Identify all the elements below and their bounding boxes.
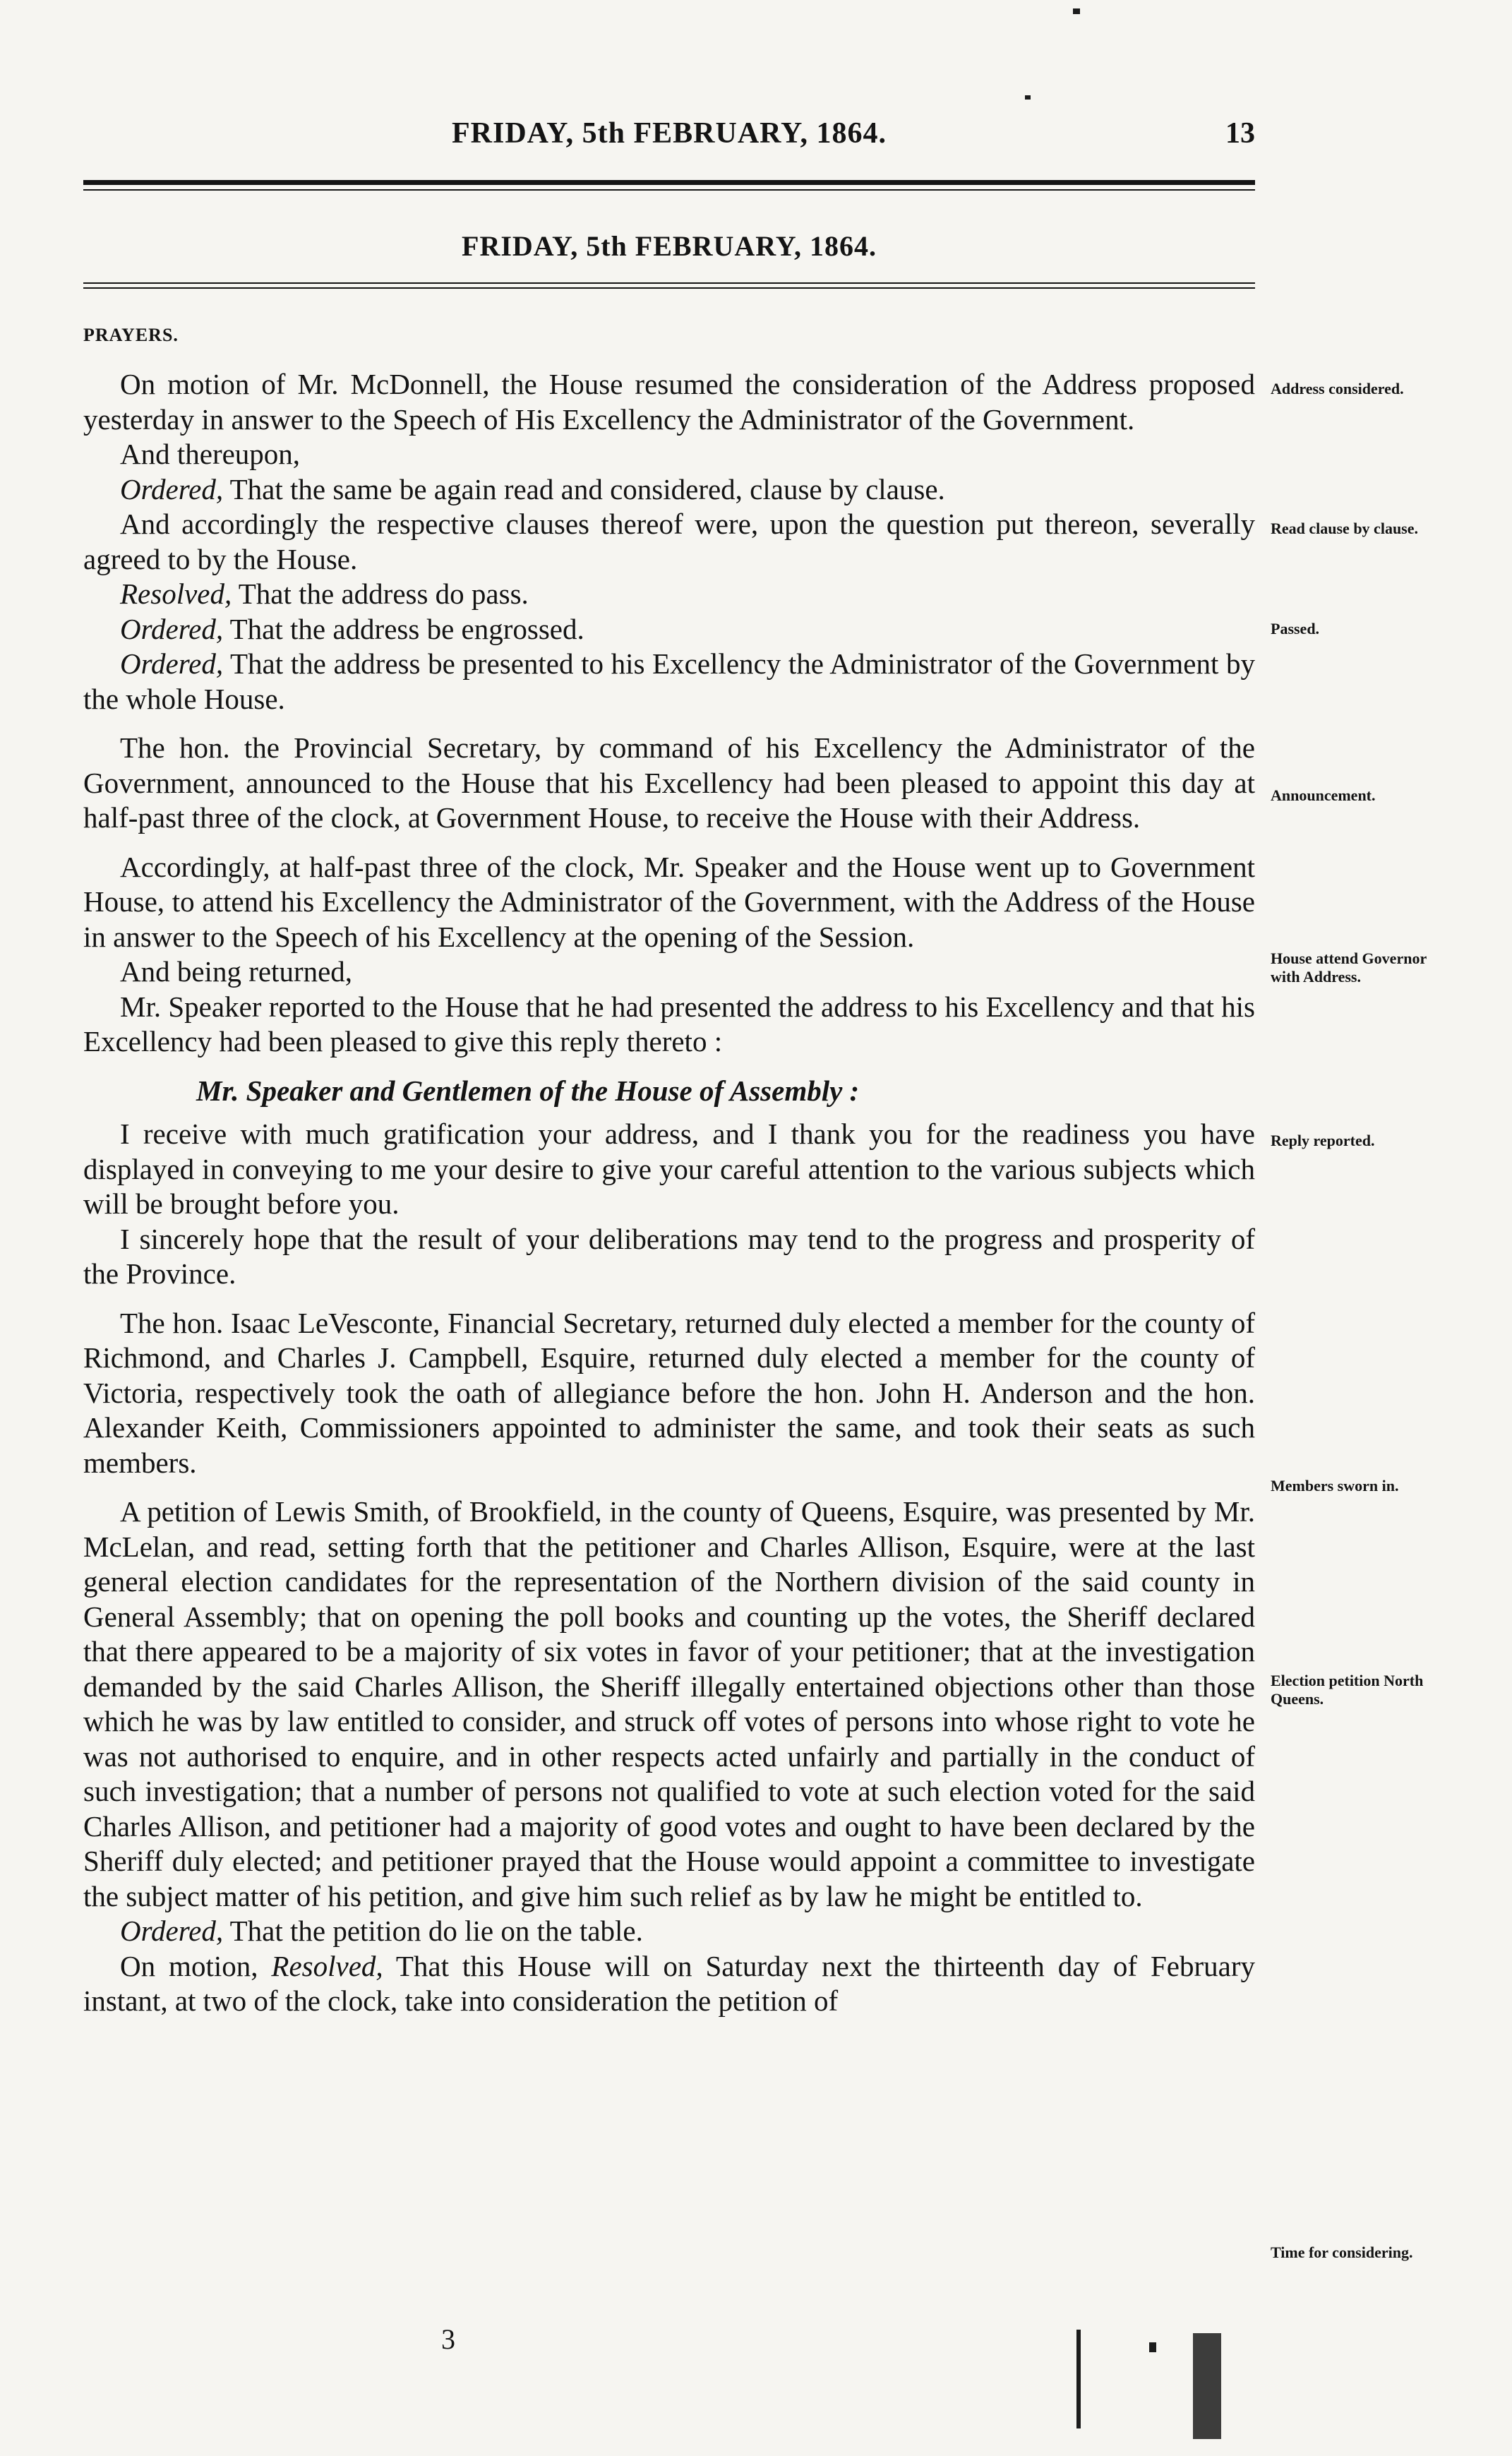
paragraph-address-resumed: On motion of Mr. McDonnell, the House resumed the consideration of the Address proposed yesterday in answer to the Speech of His Excellency the Administrator of the Government.: [83, 368, 1255, 436]
scan-speck: [1076, 2330, 1081, 2428]
margin-note-time-for: Time for considering.: [1271, 2244, 1413, 2261]
margin-note-passed: Passed.: [1271, 620, 1320, 637]
signature-mark: 3: [441, 2323, 455, 2355]
section-title: FRIDAY, 5th FEBRUARY, 1864.: [462, 230, 877, 262]
paragraph-ordered-read: Ordered, That the same be again read and considered, clause by clause.: [120, 472, 945, 505]
margin-note-members-sworn: Members sworn in.: [1271, 1477, 1399, 1494]
paragraph-attend-governor: Accordingly, at half-past three of the clock, Mr. Speaker and the House went up to Government House, to attend his Excellency the Administrator of the Government, with the Address of the House in answer to the Speech of his Excellency at the opening of the Session.: [83, 850, 1255, 953]
paragraph-resolved-pass: Resolved, That the address do pass.: [120, 577, 529, 610]
scan-speck: [1149, 2342, 1156, 2352]
journal-body: [83, 367, 1255, 2019]
reply-heading: Mr. Speaker and Gentlemen of the House of Assembly :: [196, 1074, 860, 1107]
header-rule-heavy: [83, 180, 1255, 185]
section-rule-bottom: [83, 287, 1255, 289]
margin-note-read-clause: Read clause by clause.: [1271, 520, 1418, 537]
margin-note-election-petition: Election petition North Queens.: [1271, 1672, 1424, 1708]
paragraph-speaker-reported: Mr. Speaker reported to the House that he had presented the address to his Excellency and that his Excellency had been pleased to give this reply thereto :: [83, 990, 1255, 1058]
paragraph-clauses-agreed: And accordingly the respective clauses thereof were, upon the question put thereon, severally agreed to by the House.: [83, 508, 1255, 575]
prayers-label: PRAYERS.: [83, 325, 179, 345]
margin-note-house-attend: House attend Governor with Address.: [1271, 950, 1427, 986]
margin-note-address-considered: Address considered.: [1271, 380, 1404, 397]
scan-speck: [1073, 8, 1080, 14]
header-rule-thin: [83, 189, 1255, 191]
scan-speck: [1193, 2333, 1221, 2439]
section-rule-top: [83, 282, 1255, 284]
running-title: FRIDAY, 5th FEBRUARY, 1864.: [452, 117, 887, 150]
paragraph-reply-hope: I sincerely hope that the result of your deliberations may tend to the progress and prosperity of the Province.: [83, 1222, 1255, 1290]
paragraph-reply-gratification: I receive with much gratification your address, and I thank you for the readiness you have displayed in conveying to me your desire to give your careful attention to the various subjects which will be brought before you.: [83, 1118, 1255, 1220]
page-number: 13: [1225, 117, 1255, 150]
paragraph-petition-lewis-smith: A petition of Lewis Smith, of Brookfield, in the county of Queens, Esquire, was presented by Mr. McLelan, and read, setting forth that the petitioner and Charles Allison, Esquire, were at the last general election candidates for the representation of the Northern division of the said county in General Assembly; that on opening the poll books and counting up the votes, the Sheriff declared that there appeared to be a majority of six votes in favor of your petitioner; that at the investigation demanded by the said Charles Allison, the Sheriff illegally entertained objections other than those which he was by law entitled to consider, and struck off votes of persons into whose right to vote he was not authorised to enquire, and in other respects acted unfairly and partially in the conduct of such investigation; that a number of persons not qualified to vote at such election voted for the said Charles Allison, and petitioner had a majority of good votes and ought to have been declared by the Sheriff duly elected; and petitioner prayed that the House would appoint a committee to investigate the subject matter of his petition, and give him such relief as by law he might be entitled to.: [83, 1495, 1255, 1912]
margin-note-announcement: Announcement.: [1271, 786, 1376, 804]
paragraph-thereupon: And thereupon,: [120, 438, 301, 470]
margin-note-reply-reported: Reply reported.: [1271, 1132, 1375, 1149]
paragraph-announcement: The hon. the Provincial Secretary, by command of his Excellency the Administrator of the Government, announced to the House that his Excellency had been pleased to appoint this day at half-past three of the clock, at Government House, to receive the House with their Address.: [83, 731, 1255, 834]
paragraph-members-sworn: The hon. Isaac LeVesconte, Financial Secretary, returned duly elected a member for the county of Richmond, and Charles J. Campbell, Esquire, returned duly elected a member for the county of Victoria, respectively took the oath of allegiance before the hon. John H. Anderson and the hon. Alexander Keith, Commissioners appointed to administer the same, and took their seats as such members.: [83, 1306, 1255, 1479]
paragraph-returned: And being returned,: [120, 955, 353, 988]
running-header: [83, 116, 1255, 159]
paragraph-ordered-presented: Ordered, That the address be presented to his Excellency the Administrator of the Government by the whole House.: [83, 647, 1255, 715]
paragraph-ordered-engrossed: Ordered, That the address be engrossed.: [120, 612, 584, 645]
scan-speck: [1025, 95, 1031, 100]
paragraph-ordered-lie-table: Ordered, That the petition do lie on the table.: [120, 1915, 643, 1947]
paragraph-resolved-consideration: On motion, Resolved, That this House will on Saturday next the thirteenth day of February instant, at two of the clock, take into consideration the petition of: [83, 1949, 1255, 2017]
